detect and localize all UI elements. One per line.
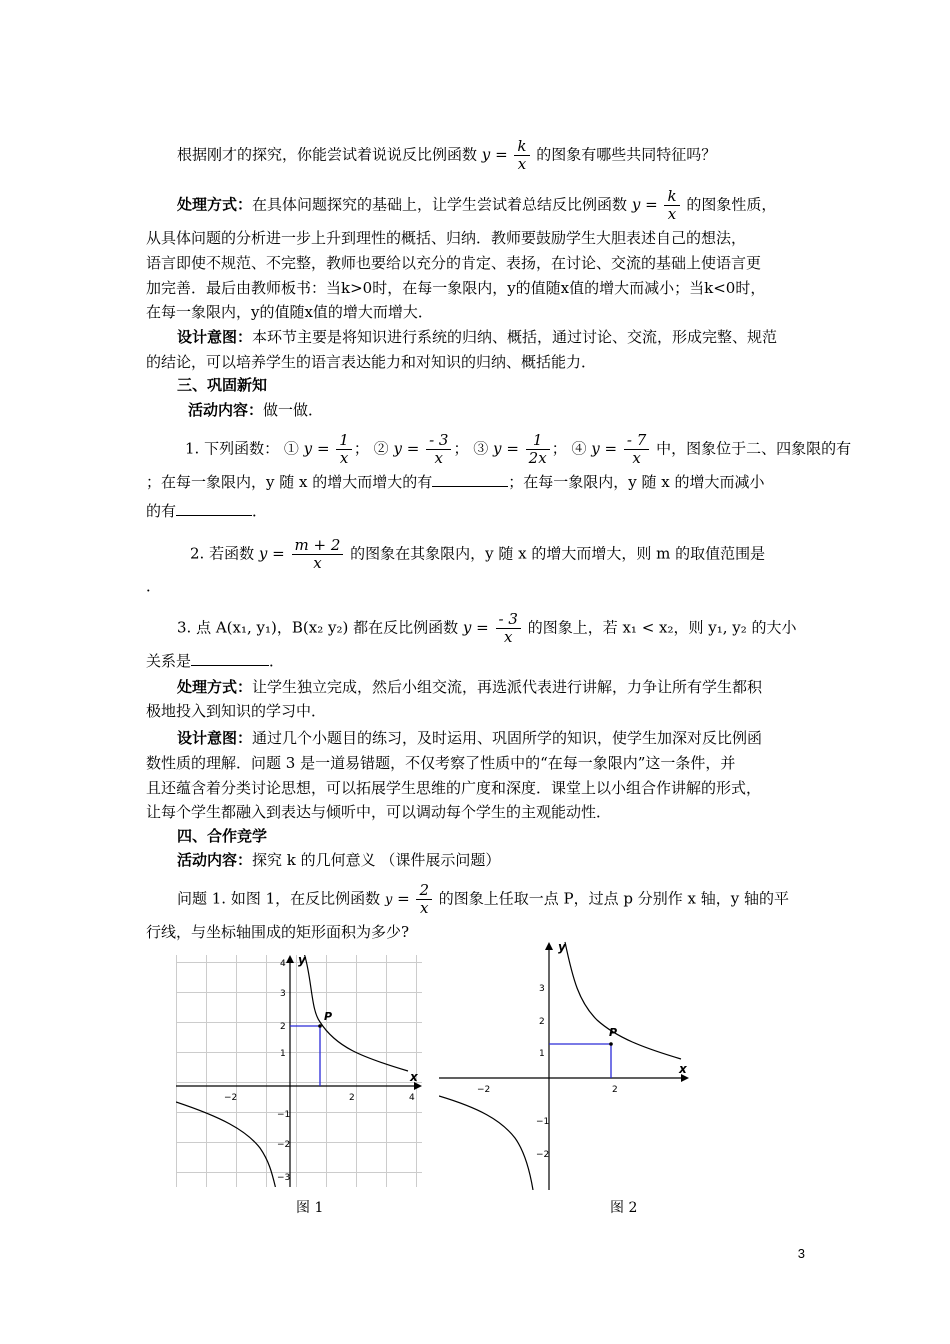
fraction-k-over-x: [664, 188, 679, 223]
answer-blank[interactable]: [432, 472, 508, 487]
text: 在具体问题探究的基础上，让学生尝试着总结反比例函数: [252, 195, 628, 214]
point-p: [318, 1024, 322, 1028]
text: 3. 点 A(x₁, y₁)，B(x₂ y₂) 都在反比例函数: [177, 618, 459, 637]
denominator: x: [503, 628, 513, 646]
separator: ；: [551, 439, 567, 458]
text: 关系是: [146, 652, 192, 670]
text: 的有: [146, 502, 177, 520]
question-2: [190, 537, 765, 572]
text: 的图象性质，: [686, 195, 777, 214]
question-1-line-2: [146, 472, 765, 492]
para-design-intent: [177, 327, 777, 347]
question-2-line-2: ．: [146, 577, 162, 595]
denominator: x: [339, 449, 349, 467]
equals: =: [645, 195, 658, 214]
problem-1-line-2: 行线，与坐标轴围成的矩形面积为多少?: [146, 923, 410, 941]
text: 本环节主要是将知识进行系统的归纳、概括，通过讨论、交流，形成完整、规范: [252, 328, 778, 346]
item-mark: ④: [571, 439, 587, 458]
denominator: x: [667, 205, 677, 223]
point-p: [609, 1042, 613, 1046]
answer-blank[interactable]: [191, 651, 269, 666]
y-tick: −3: [277, 1173, 291, 1183]
page-number: 3: [797, 1246, 805, 1261]
y-tick: 3: [539, 984, 545, 994]
process-label: 处理方式：: [177, 195, 253, 214]
section-title: 三、巩固新知: [177, 376, 268, 394]
question-1-line-3: [146, 501, 267, 521]
y-tick: 4: [280, 959, 286, 969]
text: 通过几个小题目的练习，及时运用、巩固所学的知识，使学生加深对反比例函: [252, 729, 763, 747]
equals: =: [397, 889, 410, 908]
y-tick: 1: [539, 1049, 545, 1059]
denominator: x: [632, 449, 641, 467]
var-y: y: [591, 439, 600, 458]
answer-blank[interactable]: [176, 501, 252, 516]
separator: ；: [353, 439, 369, 458]
var-y: y: [303, 439, 313, 458]
numerator: 1: [336, 432, 352, 450]
equals: =: [406, 439, 420, 458]
design-label: 设计意图：: [177, 729, 253, 747]
equals: =: [272, 544, 285, 563]
numerator: 1: [526, 432, 550, 450]
rectangle-op: [290, 1026, 320, 1086]
text: 问题 1. 如图 1，在反比例函数: [177, 889, 381, 908]
fraction: [416, 882, 432, 917]
y-tick: 3: [280, 989, 286, 999]
hyperbola-branch-q3: [176, 1102, 275, 1187]
process-label: 处理方式：: [177, 678, 253, 696]
fraction: [624, 432, 649, 467]
hyperbola-branch-q1: [565, 942, 681, 1059]
para-design-intent-2-line: 且还蕴含着分类讨论思想，可以拓展学生思维的广度和深度．课堂上以小组合作讲解的形式，: [146, 779, 762, 797]
figure-2-graph: [439, 940, 689, 1190]
y-tick: 1: [280, 1049, 286, 1059]
text: 让学生独立完成，然后小组交流，再选派代表进行讲解，力争让所有学生都积: [252, 678, 763, 696]
x-axis-label: x: [679, 1062, 687, 1076]
para-process-2: [177, 677, 762, 697]
para-process-line: 从具体问题的分析进一步上升到理性的概括、归纳．教师要鼓励学生大胆表述自己的想法，: [146, 229, 747, 247]
hyperbola-branch-q3: [439, 1096, 533, 1190]
text: ；在每一象限内，y 随 x 的增大而减小: [508, 473, 765, 491]
para-process-line: 加完善．最后由教师板书：当k>0时，在每一象限内，y的值随x值的增大而减小；当k<0时，: [146, 279, 766, 297]
numerator: m + 2: [292, 537, 344, 555]
y-axis-arrow: [286, 955, 294, 963]
numerator: k: [514, 138, 529, 156]
fraction-k-over-x: [514, 138, 529, 173]
section-title: 四、合作竞学: [177, 827, 268, 845]
text: 的图象有哪些共同特征吗？: [536, 145, 717, 164]
equals: =: [495, 145, 508, 164]
text: 1. 下列函数：: [185, 439, 280, 458]
y-tick: 2: [280, 1022, 286, 1032]
denominator: x: [434, 449, 443, 467]
text: ；在每一象限内，y 随 x 的增大而增大的有: [146, 473, 433, 491]
var-y: y: [258, 544, 268, 563]
numerator: - 3: [426, 432, 451, 450]
question-3: [177, 611, 797, 646]
x-tick: 4: [409, 1093, 415, 1103]
denominator: x: [517, 155, 527, 173]
activity-label: 活动内容：: [188, 401, 264, 419]
text: ．: [269, 652, 285, 670]
y-tick: −1: [277, 1110, 291, 1120]
numerator: - 3: [496, 611, 521, 629]
figure-1-caption: 图 1: [296, 1200, 324, 1216]
var-y: y: [393, 439, 402, 458]
point-p-label: P: [324, 1010, 333, 1023]
para-process-line: 语言即使不规范、不完整，教师也要给以充分的肯定、表扬，在讨论、交流的基础上使语言更: [146, 254, 762, 272]
figure-1-graph: [176, 955, 422, 1187]
y-axis-arrow: [545, 942, 553, 950]
equals: =: [476, 618, 489, 637]
text: 探究 k 的几何意义 （课件展示问题）: [252, 851, 501, 869]
fraction: [496, 611, 521, 646]
text: 中，图象位于二、四象限的有: [656, 439, 852, 458]
point-p-label: P: [609, 1026, 618, 1039]
denominator: 2x: [528, 449, 547, 467]
x-tick: 2: [612, 1085, 618, 1095]
text: 的图象在其象限内，: [350, 544, 486, 563]
rectangle-op: [549, 1044, 611, 1078]
para-process: [177, 188, 776, 223]
text: 的图象上任取一点 P，过点 p 分别作 x 轴，y 轴的平: [438, 889, 790, 908]
para-design-intent-2-line: 数性质的理解．问题 3 是一道易错题，不仅考察了性质中的“在每一象限内”这一条件，并: [146, 754, 736, 772]
grid: [176, 955, 422, 1187]
separator: ；: [453, 439, 469, 458]
equals: =: [506, 439, 519, 458]
item-mark: ①: [283, 439, 299, 458]
y-tick: 2: [539, 1017, 545, 1027]
numerator: k: [664, 188, 679, 206]
numerator: - 7: [624, 432, 649, 450]
para-design-intent-line: 的结论，可以培养学生的语言表达能力和对知识的归纳、概括能力．: [146, 353, 597, 371]
fraction: [336, 432, 352, 467]
y-axis-label: y: [298, 955, 306, 967]
denominator: x: [419, 899, 429, 917]
item-mark: ②: [373, 439, 389, 458]
question-1: [185, 432, 851, 467]
fraction: [426, 432, 451, 467]
x-tick: −2: [477, 1085, 491, 1095]
item-mark: ③: [473, 439, 489, 458]
fraction: [292, 537, 344, 572]
design-label: 设计意图：: [177, 328, 253, 346]
fraction: [526, 432, 550, 467]
var-y: y: [384, 892, 393, 908]
y-tick: −1: [536, 1117, 550, 1127]
x-axis-label: x: [410, 1070, 418, 1084]
var-y: y: [493, 439, 502, 458]
y-tick: −2: [536, 1150, 550, 1160]
para-design-intent-2: [177, 728, 762, 748]
y-tick: −2: [277, 1140, 291, 1150]
y-axis-label: y: [558, 940, 566, 954]
text: 的图象上，若 x₁ < x₂，则 y₁, y₂ 的大小: [527, 618, 797, 637]
text: 2. 若函数: [190, 544, 255, 563]
text: ．: [252, 502, 268, 520]
figure-2-caption: 图 2: [610, 1200, 638, 1216]
text: y 随 x 的增大而增大，则 m 的取值范围是: [485, 544, 766, 563]
activity-line: [177, 850, 500, 870]
para-process-2-line: 极地投入到知识的学习中．: [146, 702, 327, 720]
equals: =: [604, 439, 618, 458]
var-y: y: [481, 145, 491, 164]
problem-1: [177, 882, 789, 917]
para-process-line: 在每一象限内，y的值随x值的增大而增大．: [146, 303, 433, 321]
x-tick: 2: [349, 1093, 355, 1103]
var-y: y: [462, 618, 472, 637]
question-3-line-2: [146, 651, 284, 671]
activity-label: 活动内容：: [177, 851, 253, 869]
var-y: y: [631, 195, 641, 214]
text: 根据刚才的探究，你能尝试着说说反比例函数: [177, 145, 478, 164]
para-question: [177, 138, 716, 173]
activity-line: [188, 400, 323, 420]
para-design-intent-2-line: 让每个学生都融入到表达与倾听中，可以调动每个学生的主观能动性．: [146, 803, 612, 821]
denominator: x: [313, 554, 322, 572]
numerator: 2: [416, 882, 432, 900]
equals: =: [316, 439, 330, 458]
text: 做一做．: [263, 401, 324, 419]
x-tick: −2: [224, 1093, 238, 1103]
